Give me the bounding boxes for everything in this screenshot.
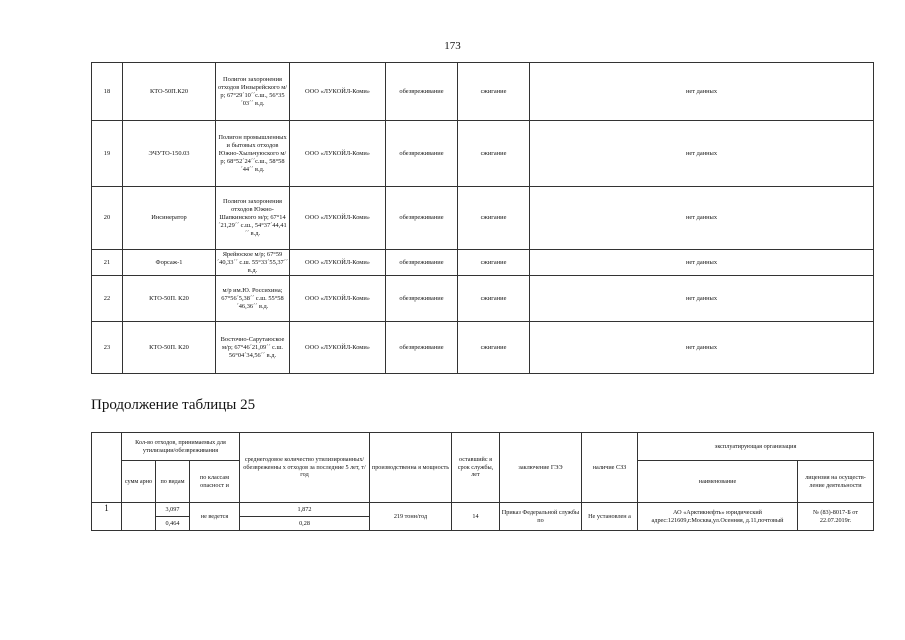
by-class-cell: не ведется	[190, 503, 240, 531]
section-title: Продолжение таблицы 25	[91, 397, 256, 413]
table-cell-num: 22	[92, 276, 123, 322]
operator-org-header: эксплуатирующая организация	[638, 433, 874, 461]
avg-qty-header: среднегодовое количество утилизированных/обезвреженны х отходов за последние 5 лет, т/год	[240, 433, 370, 503]
table-cell-operator: ООО «ЛУКОЙЛ-Коми»	[290, 187, 386, 250]
table-cell-num: 20	[92, 187, 123, 250]
waste-quantity-table	[91, 432, 874, 531]
sum-cell	[122, 503, 156, 531]
org-name-cell: АО «Арктикнефть» юридический адрес:121609,г.Москва,ул.Осенняя, д.11,почтовый	[638, 503, 798, 531]
table-cell-license: нет данных	[530, 276, 874, 322]
table-cell-location: Ярейюское м/р; 67°59´40,33´´ с.ш. 55°33´55,37´´ в.д.	[217, 250, 289, 274]
table-cell-operator: ООО «ЛУКОЙЛ-Коми»	[290, 250, 386, 276]
gee-cell: Приказ Федеральной службы по	[500, 503, 582, 531]
table-cell-equipment: КТО-50П. К20	[123, 276, 216, 322]
avg-qty-cell: 0,28	[240, 517, 370, 531]
row-number-header	[92, 433, 122, 503]
remaining-life-header: оставшийс я срок службы, лет	[452, 433, 500, 503]
gee-header: заключение ГЭЭ	[500, 433, 582, 503]
table-cell-equipment: КТО-50П. К20	[123, 322, 216, 374]
table-cell-operator: ООО «ЛУКОЙЛ-Коми»	[290, 121, 386, 187]
license-cell: № (83)-8017-Б от 22.07.2019г.	[798, 503, 874, 531]
table-row	[92, 121, 874, 187]
table-cell-method: сжигание	[458, 187, 530, 250]
table-row	[92, 187, 874, 250]
table-cell-operator: ООО «ЛУКОЙЛ-Коми»	[290, 63, 386, 121]
table-cell-operator: ООО «ЛУКОЙЛ-Коми»	[290, 276, 386, 322]
table-row	[92, 276, 874, 322]
waste-qty-header: Кол-во отходов, принимаемых для утилизации/обезвреживания	[122, 433, 240, 461]
szz-cell: Не установлен а	[582, 503, 638, 531]
table-row	[92, 63, 874, 121]
by-type-header: по видам	[156, 461, 190, 503]
table-cell-location: Восточно-Сарутаюское м/р; 67°46´21,09´´ с.ш. 56°04´34,56´´ в.д.	[216, 322, 290, 374]
table-cell-num: 18	[92, 63, 123, 121]
table-cell-purpose: обезвреживание	[386, 250, 458, 276]
table-row	[92, 322, 874, 374]
remaining-life-cell: 14	[452, 503, 500, 531]
table-cell-method: сжигание	[458, 250, 530, 276]
table-cell-location: Полигон захоронения отходов Инзырейского м/р; 67°29´10´´с.ш., 56°35´03´´ в.д.	[216, 63, 290, 121]
table-cell-purpose: обезвреживание	[386, 63, 458, 121]
table-cell-purpose: обезвреживание	[386, 276, 458, 322]
table-cell-equipment: ЭЧУТО-150.03	[123, 121, 216, 187]
table-cell-location: м/р им.Ю. Россихина; 67°56´5,38´´ с.ш. 55°58´46,36´´ в.д.	[216, 276, 290, 322]
by-type-cell: 3,097	[156, 503, 190, 517]
table-cell-num: 23	[92, 322, 123, 374]
table-cell-method: сжигание	[458, 121, 530, 187]
page-number: 173	[444, 40, 461, 52]
table-cell-method: сжигание	[458, 276, 530, 322]
table-row	[92, 250, 874, 276]
table-cell-purpose: обезвреживание	[386, 187, 458, 250]
table-cell-location: Полигон промышленных и бытовых отходов Южно-Хыльчуюского м/р; 68°52´24´´с.ш., 58°58´44´´ в.д.	[216, 121, 290, 187]
table-cell-equipment: КТО-50П.К20	[123, 63, 216, 121]
table-cell-method: сжигание	[458, 63, 530, 121]
row-number: 1	[92, 503, 122, 531]
table-cell-equipment: Форсаж-1	[123, 250, 216, 276]
table-cell-num: 19	[92, 121, 123, 187]
license-header: лицензия на осуществ-ление деятельности	[798, 461, 874, 503]
waste-facilities-table	[91, 62, 874, 374]
table1-body	[92, 63, 874, 374]
table-cell-equipment: Инсинератор	[123, 187, 216, 250]
org-name-header: наименование	[638, 461, 798, 503]
table-cell-license: нет данных	[530, 250, 874, 276]
table-cell-license: нет данных	[530, 121, 874, 187]
table-cell-license: нет данных	[530, 187, 874, 250]
table-cell-license: нет данных	[530, 322, 874, 374]
avg-qty-cell: 1,872	[240, 503, 370, 517]
table-cell-purpose: обезвреживание	[386, 322, 458, 374]
szz-header: наличие СЗЗ	[582, 433, 638, 503]
table-cell-operator: ООО «ЛУКОЙЛ-Коми»	[290, 322, 386, 374]
table-cell-num: 21	[92, 250, 123, 276]
sum-header: сумм арно	[122, 461, 156, 503]
table-cell-method: сжигание	[458, 322, 530, 374]
table-cell-license: нет данных	[530, 63, 874, 121]
table-cell-purpose: обезвреживание	[386, 121, 458, 187]
capacity-header: производственна я мощность	[370, 433, 452, 503]
table-cell-location: Полигон захоронения отходов Южно-Шапкинского м/р; 67°14´21,29´´ с.ш., 54°37´44,41´´ в.д.	[216, 187, 290, 250]
by-type-cell: 0,464	[156, 517, 190, 531]
by-class-header: по классам опасност и	[190, 461, 240, 503]
capacity-cell: 219 тонн/год	[370, 503, 452, 531]
